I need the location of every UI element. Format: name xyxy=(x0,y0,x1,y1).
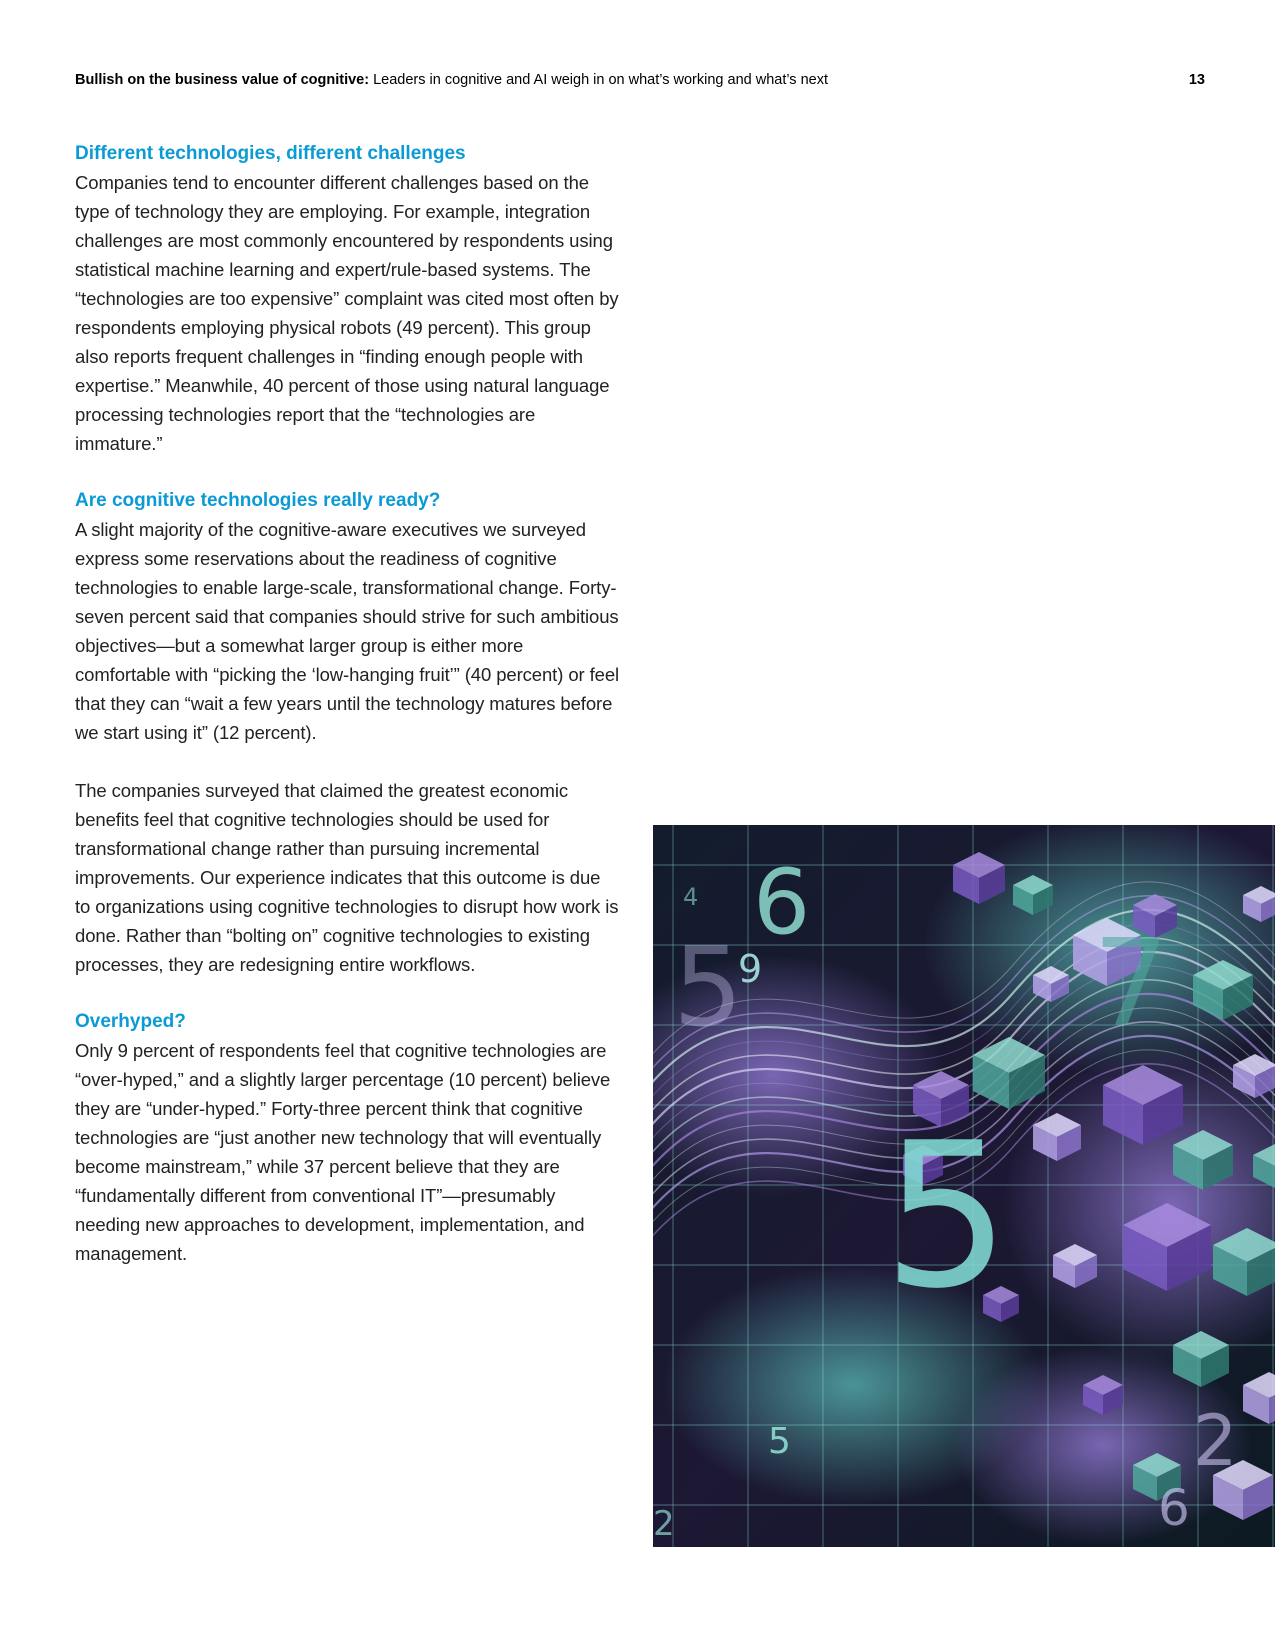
decorative-digital-image xyxy=(653,825,1275,1547)
paragraph-overhyped: Only 9 percent of respondents feel that cognitive technologies are “over-hyped,” and a slightly larger percentage (10 percent) believe they are “under-hyped.” Forty-three percent think that cognitive technologies are “just another new technology that will eventually become mainstream,” while 37 percent believe that they are “fundamentally different from conventional IT”—presumably needing new approaches to development, implementation, and management. xyxy=(75,1040,611,1264)
page-number: 13 xyxy=(1188,72,1205,88)
image-digit: 5 xyxy=(673,923,743,1051)
section-heading-overhyped: Overhyped? xyxy=(75,1011,186,1032)
image-digit: 5 xyxy=(883,1100,1011,1333)
image-digit: 6 xyxy=(1158,1479,1190,1537)
text-column xyxy=(75,140,620,1297)
header-title-rest: Leaders in cognitive and AI weigh in on what’s working and what’s next xyxy=(369,72,828,88)
header-title-bold: Bullish on the business value of cognitive: xyxy=(75,72,370,88)
image-digit: 7 xyxy=(1093,915,1170,1054)
image-digit: 5 xyxy=(768,1421,791,1462)
image-digit: 2 xyxy=(1193,1400,1238,1482)
digital-cubes-illustration xyxy=(653,825,1275,1547)
image-digit: 9 xyxy=(738,947,763,991)
paragraph-different-technologies: Companies tend to encounter different challenges based on the type of technology they are employing. For example, integration challenges are most commonly encountered by respondents using statistical machine learning and expert/rule-based systems. The “technologies are too expensive” complaint was cited most often by respondents employing physical robots (49 percent). This group also reports frequent challenges in “finding enough people with expertise.” Meanwhile, 40 percent of those using natural language processing technologies report that the “technologies are immature.” xyxy=(75,172,619,454)
paragraph-really-ready-1: A slight majority of the cognitive-aware executives we surveyed express some reservations about the readiness of cognitive technologies to enable large-scale, transformational change. Forty-seven percent said that companies should strive for such ambitious objectives—but a somewhat larger group is either more comfortable with “picking the ‘low-hanging fruit’” (40 percent) or feel that they can “wait a few years until the technology matures before we start using it” (12 percent). xyxy=(75,519,620,743)
image-digit: 6 xyxy=(753,850,811,955)
running-header xyxy=(75,68,1205,92)
image-digit: 2 xyxy=(653,1504,675,1544)
paragraph-really-ready-2: The companies surveyed that claimed the greatest economic benefits feel that cognitive technologies should be used for transformational change rather than pursuing incremental improvements. Our experience indicates that this outcome is due to organizations using cognitive technologies to disrupt how work is done. Rather than “bolting on” cognitive technologies to existing processes, they are redesigning entire workflows. xyxy=(75,780,619,975)
section-heading-different-technologies: Different technologies, different challenges xyxy=(75,143,466,164)
image-digit: 4 xyxy=(683,883,699,911)
section-heading-really-ready: Are cognitive technologies really ready? xyxy=(75,490,441,511)
